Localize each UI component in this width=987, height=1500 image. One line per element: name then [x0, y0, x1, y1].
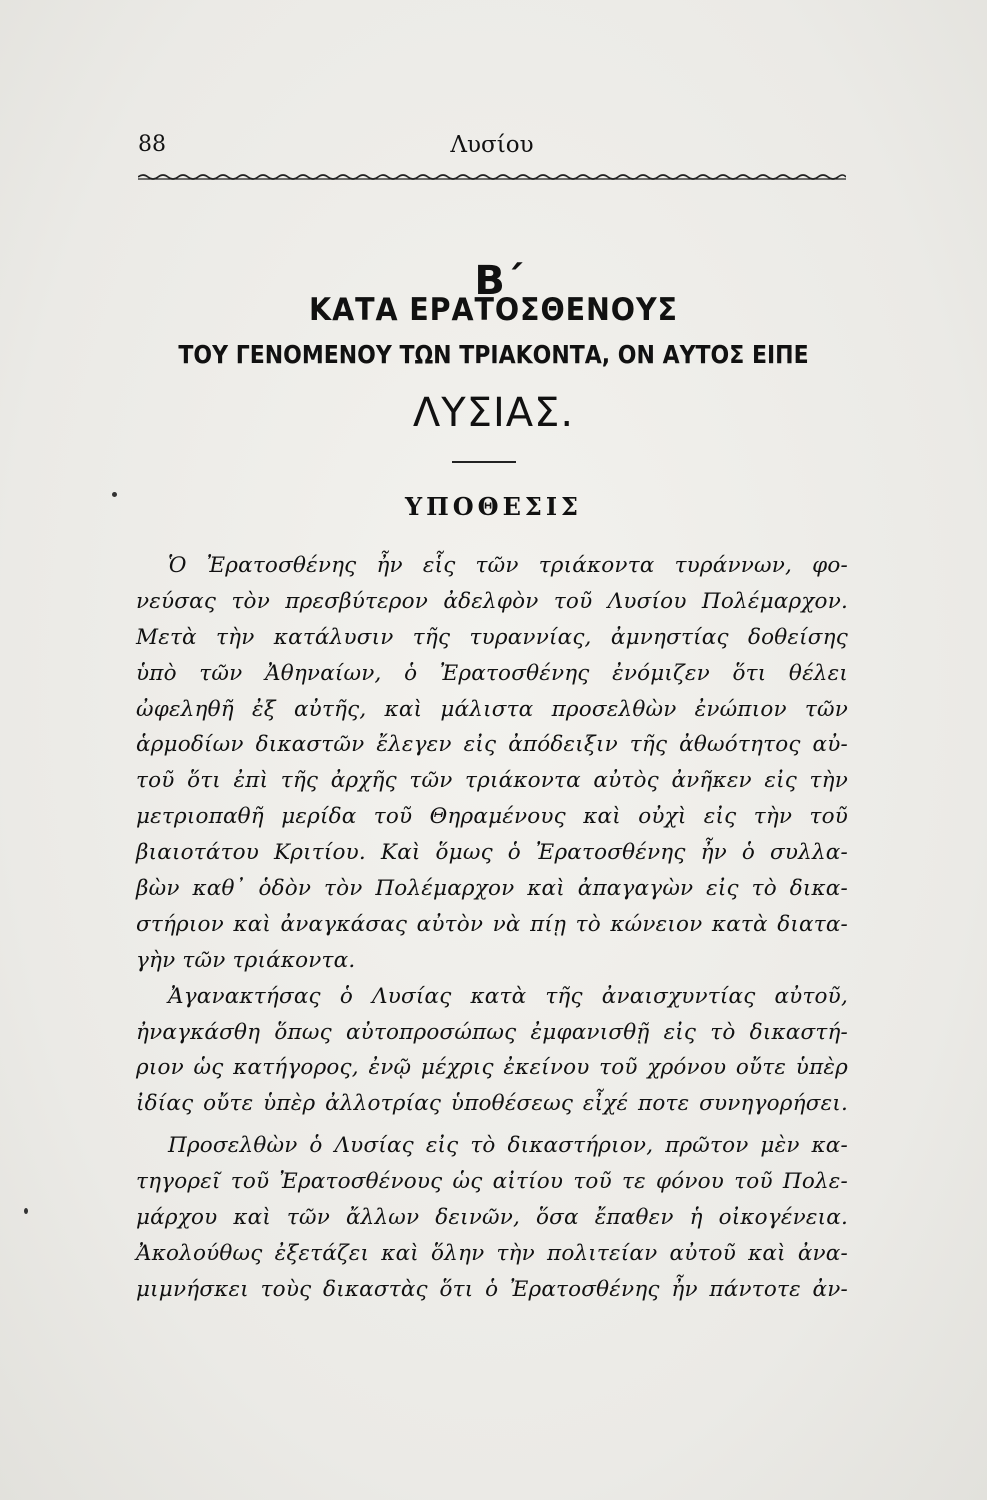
text-line: ριον ὡς κατήγορος, ἐνῷ μέχρις ἐκείνου τοῦ χρόνου οὔτε ὑπὲρ: [136, 1055, 848, 1081]
text-line: βιαιοτάτου Κριτίου. Καὶ ὅμως ὁ Ἐρατοσθένης ἦν ὁ συλλα-: [136, 840, 848, 866]
page-number: 88: [138, 132, 166, 157]
text-line: μετριοπαθῆ μερίδα τοῦ Θηραμένους καὶ οὐχὶ εἰς τὴν τοῦ: [136, 804, 848, 830]
speech-author: ΛΥΣΙΑΣ.: [412, 390, 575, 436]
text-line: ὑπὸ τῶν Ἀθηναίων, ὁ Ἐρατοσθένης ἐνόμιζεν ὅτι θέλει: [136, 660, 848, 686]
text-line: Ἀγανακτήσας ὁ Λυσίας κατὰ τῆς ἀναισχυντίας αὐτοῦ,: [168, 983, 848, 1009]
text-line: μάρχου καὶ τῶν ἄλλων δεινῶν, ὅσα ἔπαθεν ἡ οἰκογένεια.: [136, 1205, 848, 1231]
ink-speck: [24, 1208, 28, 1214]
text-line: Ὁ Ἐρατοσθένης ἦν εἷς τῶν τριάκοντα τυράννων, φο-: [168, 553, 848, 578]
text-line: μιμνήσκει τοὺς δικαστὰς ὅτι ὁ Ἐρατοσθένης ἦν πάντοτε ἀν-: [136, 1276, 848, 1302]
short-divider: [452, 461, 516, 463]
text-line: γὴν τῶν τριάκοντα.: [136, 947, 356, 973]
text-line: ἠναγκάσθη ὅπως αὐτοπροσώπως ἐμφανισθῇ εἰς τὸ δικαστή-: [136, 1019, 848, 1045]
text-line: ὠφεληθῆ ἐξ αὐτῆς, καὶ μάλιστα προσελθὼν ἐνώπιον τῶν: [136, 696, 848, 722]
text-line: τηγορεῖ τοῦ Ἐρατοσθένους ὡς αἰτίου τοῦ τε φόνου τοῦ Πολε-: [136, 1169, 848, 1195]
speech-numeral: Β΄: [474, 258, 523, 304]
text-line: τοῦ ὅτι ἐπὶ τῆς ἀρχῆς τῶν τριάκοντα αὐτὸς ἀνῆκεν εἰς τὴν: [136, 768, 848, 794]
text-line: Μετὰ τὴν κατάλυσιν τῆς τυραννίας, ἀμνηστίας δοθείσης: [136, 624, 848, 650]
text-line: Προσελθὼν ὁ Λυσίας εἰς τὸ δικαστήριον, πρῶτον μὲν κα-: [168, 1133, 848, 1159]
speech-subtitle: ΤΟΥ ΓΕΝΟΜΕΝΟΥ ΤΩΝ ΤΡΙΑΚΟΝΤΑ, ΟΝ ΑΥΤΟΣ ΕΙΠΕ: [178, 340, 809, 369]
text-line: βὼν καθ᾽ ὁδὸν τὸν Πολέμαρχον καὶ ἀπαγαγὼν εἰς τὸ δικα-: [136, 876, 848, 902]
speech-title: ΚΑΤΑ ΕΡΑΤΟΣΘΕΝΟΥΣ: [309, 292, 678, 328]
text-line: ἰδίας οὔτε ὑπὲρ ἀλλοτρίας ὑποθέσεως εἶχέ ποτε συνηγορήσει.: [136, 1091, 848, 1117]
text-line: Ἀκολούθως ἐξετάζει καὶ ὅλην τὴν πολιτείαν αὐτοῦ καὶ ἀνα-: [136, 1240, 848, 1266]
hypothesis-heading: ΥΠΟΘΕΣΙΣ: [404, 492, 583, 521]
ink-speck: [112, 492, 117, 497]
text-line: νεύσας τὸν πρεσβύτερον ἀδελφὸν τοῦ Λυσίου Πολέμαρχον.: [136, 588, 848, 614]
text-line: ἁρμοδίων δικαστῶν ἔλεγεν εἰς ἀπόδειξιν τῆς ἀθωότητος αὐ-: [136, 732, 848, 758]
page-header: [138, 128, 846, 168]
running-title: Λυσίου: [450, 132, 534, 158]
hypothesis-body: [136, 548, 848, 1308]
text-line: στήριον καὶ ἀναγκάσας αὐτὸν νὰ πίῃ τὸ κώνειον κατὰ διατα-: [136, 911, 848, 937]
wavy-rule-divider: [138, 170, 846, 184]
